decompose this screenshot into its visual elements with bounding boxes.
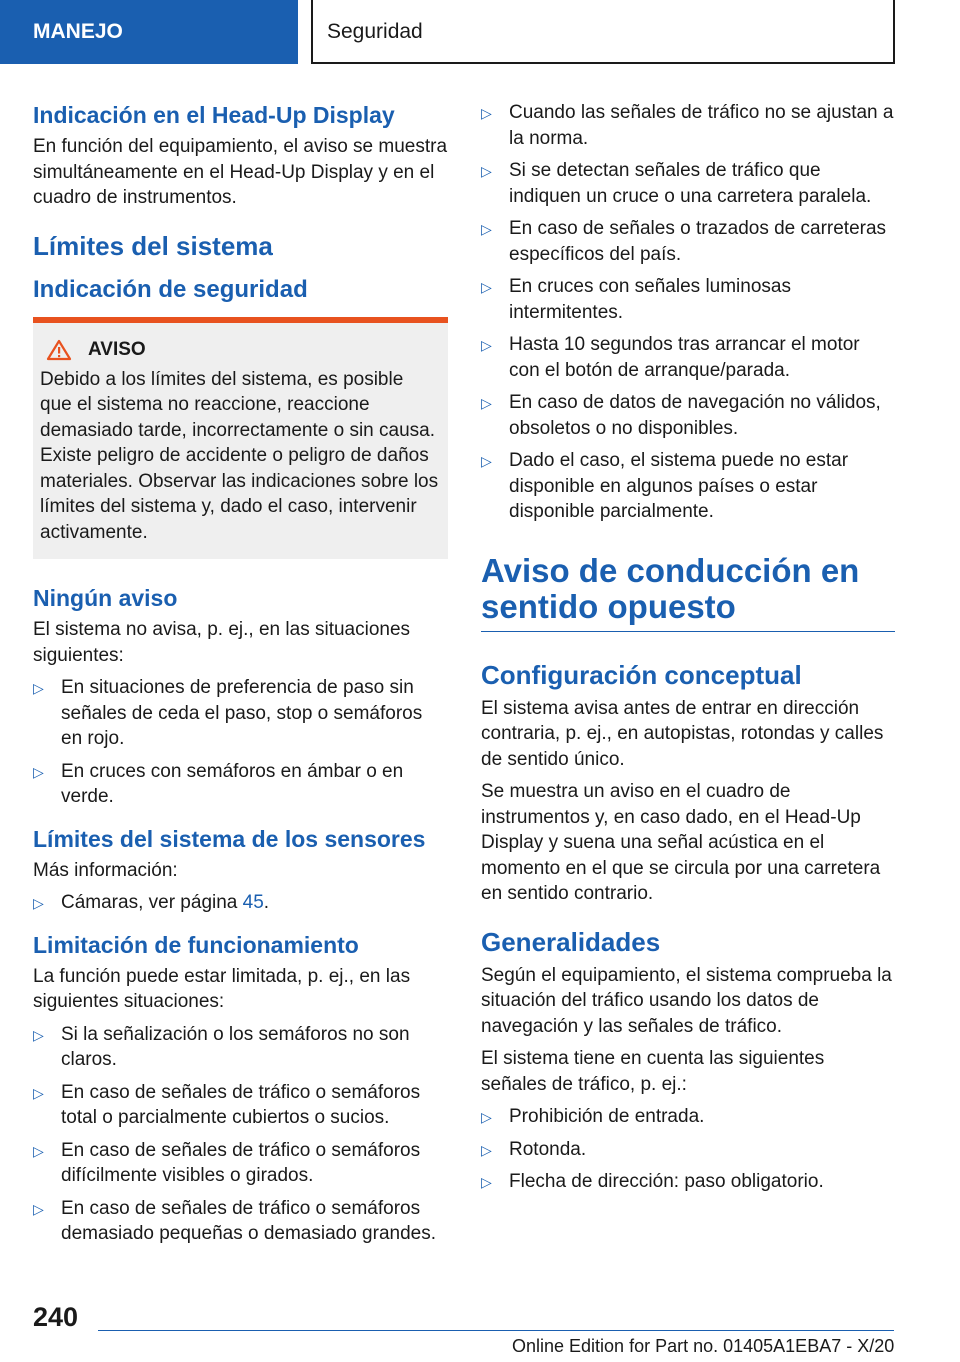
triangle-bullet-icon: ▷ (481, 221, 492, 237)
triangle-bullet-icon: ▷ (33, 1084, 44, 1101)
footer-divider (98, 1330, 894, 1331)
function-list (33, 1022, 448, 1247)
list-item: ▷ Dado el caso, el sistema puede no estar disponible en algunos países o estar disponible parcialmente. (481, 450, 849, 522)
warning-header (40, 339, 440, 361)
left-column (33, 100, 448, 1254)
function-paragraph: La función puede estar limitada, p. ej., en las siguientes situaciones: (33, 965, 411, 1012)
triangle-bullet-icon: ▷ (481, 163, 492, 179)
page-number: 240 (33, 1302, 79, 1332)
list-item: ▷ En caso de datos de navegación no válidos, obsoletos o no disponibles. (481, 392, 881, 439)
section-tab: MANEJO (0, 0, 298, 64)
safety-heading: Indicación de seguridad (33, 275, 308, 303)
triangle-bullet-icon: ▷ (481, 1109, 492, 1125)
wrong-way-heading: Aviso de conducción en sentido opuesto (481, 553, 895, 632)
list-item: ▷ Cámaras, ver página 45. (33, 890, 448, 916)
triangle-bullet-icon: ▷ (481, 395, 492, 411)
no-warning-list (33, 675, 448, 810)
concept-paragraph-1: El sistema avisa antes de entrar en dirección contraria, p. ej., en autopistas, rotondas y calles de sentido único. (481, 697, 884, 770)
edition-footer: Online Edition for Part no. 01405A1EBA7 - X/20 (512, 1336, 895, 1356)
list-item: ▷ Si la señalización o los semáforos no son claros. (33, 1023, 410, 1070)
general-paragraph-2: El sistema tiene en cuenta las siguientes señales de tráfico, p. ej.: (481, 1048, 825, 1095)
no-warning-heading: Ningún aviso (33, 585, 178, 611)
triangle-bullet-icon: ▷ (481, 1141, 492, 1158)
concept-heading: Configuración conceptual (481, 659, 802, 690)
general-list (481, 1104, 895, 1195)
list-item: ▷ Prohibición de entrada. (481, 1104, 895, 1130)
hud-heading: Indicación en el Head-Up Display (33, 102, 395, 128)
triangle-bullet-icon: ▷ (481, 105, 492, 121)
sensor-paragraph: Más información: (33, 859, 178, 881)
list-item: ▷ En caso de señales de tráfico o semáforos difícilmente visibles o girados. (33, 1139, 421, 1186)
list-item: ▷ Hasta 10 segundos tras arrancar el motor con el botón de arranque/parada. (481, 334, 860, 381)
triangle-bullet-icon: ▷ (481, 279, 492, 295)
triangle-bullet-icon: ▷ (33, 763, 44, 780)
triangle-bullet-icon: ▷ (481, 337, 492, 353)
page-link[interactable]: 45 (242, 892, 264, 913)
triangle-bullet-icon: ▷ (33, 1142, 44, 1159)
list-item: ▷ En caso de señales o trazados de carreteras específicos del país. (481, 218, 887, 265)
sensor-heading: Límites del sistema de los sensores (33, 825, 426, 852)
triangle-bullet-icon: ▷ (33, 1026, 44, 1043)
function-heading: Limitación de funcionamiento (33, 931, 359, 958)
warning-triangle-icon (46, 339, 72, 361)
list-item: ▷ En cruces con señales luminosas intermitentes. (481, 276, 791, 323)
list-item: ▷ En caso de señales de tráfico o semáforos total o parcialmente cubiertos o sucios. (33, 1081, 421, 1128)
chapter-tab: Seguridad (311, 0, 895, 64)
triangle-bullet-icon: ▷ (481, 453, 492, 469)
list-item: ▷ Rotonda. (481, 1137, 895, 1163)
general-paragraph-1: Según el equipamiento, el sistema comprueba la situación del tráfico usando los datos de navegación y las señales de tráfico. (481, 964, 892, 1037)
triangle-bullet-icon: ▷ (33, 680, 44, 696)
sensor-list (33, 890, 448, 916)
warning-text: Debido a los límites del sistema, es posible que el sistema no reaccione, reaccione demasiado tarde, incorrectamente o sin causa. Existe peligro de accidente o peligro de daños materiales. Observar las indicaciones sobre los límites del sistema y, dado el caso, intervenir activamente. (40, 368, 439, 543)
list-item: ▷ Si se detectan señales de tráfico que indiquen un cruce o una carretera paralela. (481, 160, 872, 207)
list-item: ▷ Flecha de dirección: paso obligatorio. (481, 1169, 895, 1195)
list-item: ▷ En cruces con semáforos en ámbar o en verde. (33, 760, 404, 807)
general-heading: Generalidades (481, 926, 661, 957)
warning-box (33, 317, 448, 560)
triangle-bullet-icon: ▷ (481, 1174, 492, 1190)
list-item: ▷ En situaciones de preferencia de paso sin señales de ceda el paso, stop o semáforos en rojo. (33, 677, 423, 749)
triangle-bullet-icon: ▷ (33, 895, 44, 911)
continued-list (481, 100, 895, 525)
no-warning-paragraph: El sistema no avisa, p. ej., en las situaciones siguientes: (33, 619, 411, 666)
hud-paragraph: En función del equipamiento, el aviso se muestra simultáneamente en el Head-Up Display y en el cuadro de instrumentos. (33, 136, 448, 208)
limits-heading: Límites del sistema (33, 230, 273, 261)
list-item: ▷ En caso de señales de tráfico o semáforos demasiado pequeñas o demasiado grandes. (33, 1197, 436, 1244)
right-column (481, 100, 895, 1202)
list-item: ▷ Cuando las señales de tráfico no se ajustan a la norma. (481, 102, 894, 149)
warning-title: AVISO (88, 338, 146, 360)
triangle-bullet-icon: ▷ (33, 1200, 44, 1217)
concept-paragraph-2: Se muestra un aviso en el cuadro de instrumentos y, en caso dado, en el Head-Up Display y suena una señal acústica en el momento en el que se circula por una carretera en sentido contrario. (481, 781, 881, 904)
